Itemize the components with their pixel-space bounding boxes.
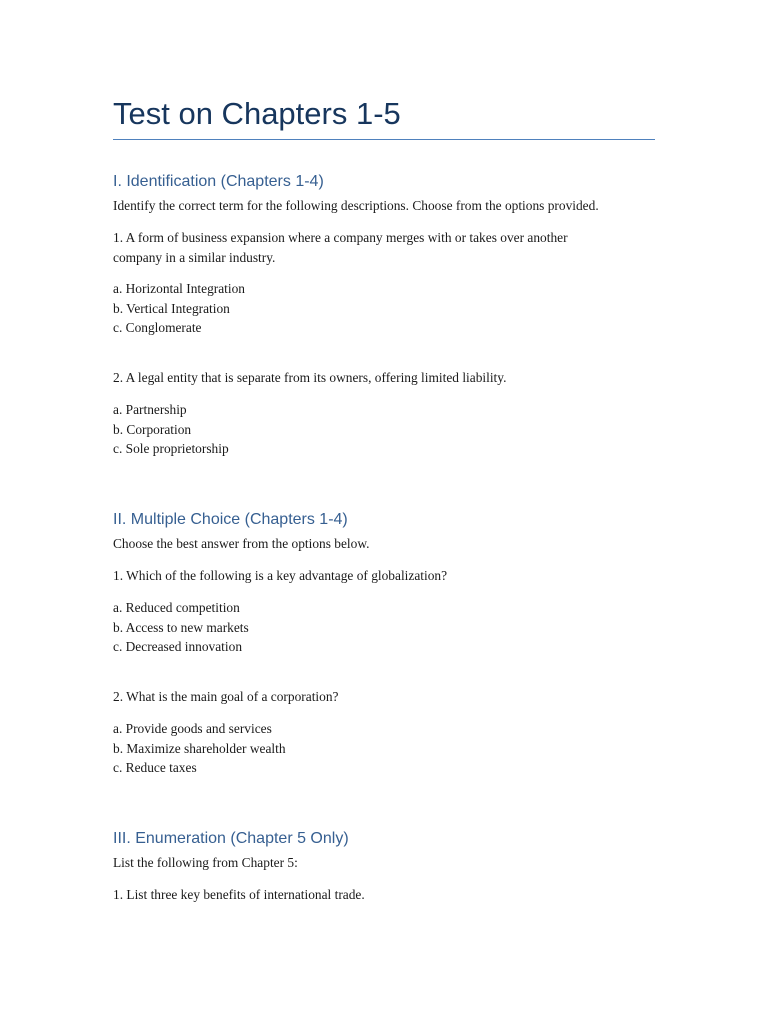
answer-option: b. Maximize shareholder wealth — [113, 740, 286, 756]
question-prompt-line: company in a similar industry. — [113, 249, 276, 265]
answer-option: b. Vertical Integration — [113, 300, 230, 316]
answer-option: b. Access to new markets — [113, 619, 249, 635]
answer-option: c. Sole proprietorship — [113, 441, 229, 456]
question-prompt-line: 1. A form of business expansion where a company merges with or takes over another — [113, 230, 568, 245]
answer-option: c. Decreased innovation — [113, 639, 243, 654]
answer-option: a. Provide goods and services — [113, 721, 272, 736]
answer-option: a. Reduced competition — [113, 600, 240, 615]
section-instruction-identification: Identify the correct term for the following descriptions. Choose from the options provided. — [113, 198, 599, 213]
question-prompt: 2. What is the main goal of a corporation? — [113, 689, 339, 704]
answer-options — [113, 400, 655, 459]
question-prompt: 1. List three key benefits of international trade. — [113, 887, 365, 902]
document-title: Test on Chapters 1-5 — [113, 96, 401, 131]
answer-options — [113, 598, 655, 657]
answer-option: c. Reduce taxes — [113, 760, 197, 775]
answer-option: c. Conglomerate — [113, 320, 202, 335]
title-underline — [113, 139, 655, 140]
answer-options — [113, 279, 655, 338]
answer-option: a. Horizontal Integration — [113, 281, 245, 296]
question-prompt: 1. Which of the following is a key advantage of globalization? — [113, 568, 448, 583]
question-prompt — [113, 228, 655, 267]
section-instruction-enumeration: List the following from Chapter 5: — [113, 855, 298, 870]
section-heading-identification: I. Identification (Chapters 1-4) — [113, 173, 324, 190]
answer-option: a. Partnership — [113, 402, 187, 417]
question-prompt: 2. A legal entity that is separate from its owners, offering limited liability. — [113, 370, 507, 385]
answer-option: b. Corporation — [113, 421, 192, 437]
section-heading-multiple-choice: II. Multiple Choice (Chapters 1-4) — [113, 511, 348, 528]
section-instruction-multiple-choice: Choose the best answer from the options below. — [113, 536, 370, 551]
section-heading-enumeration: III. Enumeration (Chapter 5 Only) — [113, 830, 349, 847]
answer-options — [113, 719, 655, 778]
